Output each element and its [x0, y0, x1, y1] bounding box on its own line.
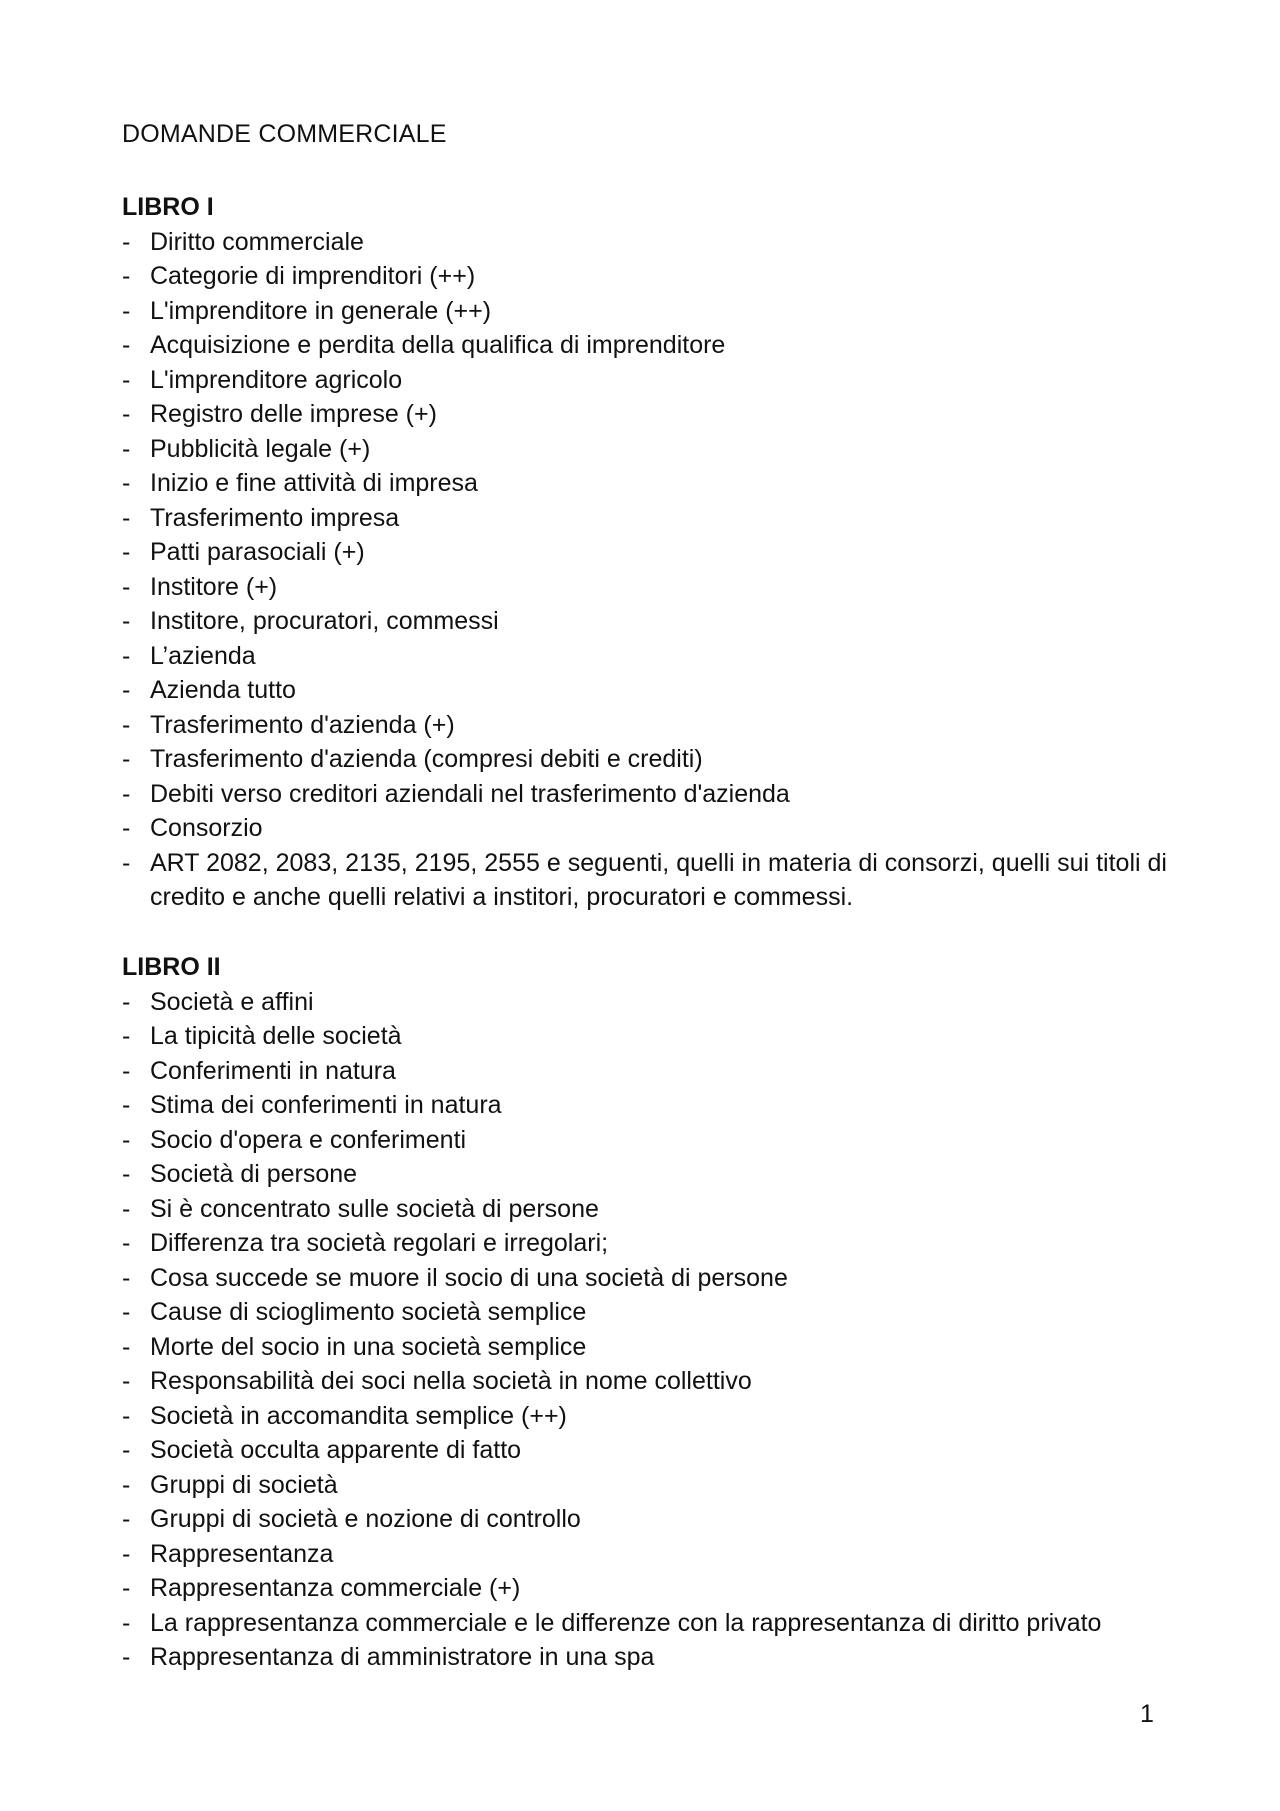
dash-bullet-icon: -	[122, 710, 131, 739]
list-item	[122, 1364, 1167, 1399]
section-libro-i	[122, 190, 1167, 915]
dash-bullet-icon: -	[122, 1332, 131, 1361]
list-item	[122, 1537, 1167, 1572]
list-item	[122, 570, 1167, 605]
list-item-text: L'imprenditore agricolo	[150, 365, 403, 394]
list-item	[122, 1433, 1167, 1468]
list-item-text: Cause di scioglimento società semplice	[150, 1298, 587, 1326]
list-item-text: La rappresentanza commerciale e le differenze con la rappresentanza di diritto privato	[150, 1608, 1102, 1637]
dash-bullet-icon: -	[122, 676, 131, 704]
list-item	[122, 985, 1167, 1020]
dash-bullet-icon: -	[122, 1643, 131, 1671]
dash-bullet-icon: -	[122, 1401, 131, 1430]
dash-bullet-icon: -	[122, 262, 131, 290]
list-item-text: Rappresentanza	[150, 1539, 334, 1568]
list-item	[122, 1157, 1167, 1192]
list-item-text: Gruppi di società e nozione di controllo	[150, 1505, 581, 1533]
list-item-text: Trasferimento impresa	[150, 503, 400, 532]
list-item	[122, 1226, 1167, 1261]
list-item-text: Institore (+)	[150, 572, 278, 601]
list-item	[122, 708, 1167, 743]
dash-bullet-icon: -	[122, 1298, 131, 1326]
list-item-text: Società occulta apparente di fatto	[150, 1436, 522, 1464]
list-item	[122, 604, 1167, 639]
page-number: 1	[1140, 1700, 1154, 1728]
list-item-text: Società e affini	[150, 987, 314, 1016]
dash-bullet-icon: -	[122, 1022, 131, 1050]
list-item	[122, 294, 1167, 329]
dash-bullet-icon: -	[122, 365, 131, 394]
list-item	[122, 1399, 1167, 1434]
list-item-text: L'imprenditore in generale (++)	[150, 296, 492, 325]
list-item	[122, 1606, 1167, 1641]
section-heading: LIBRO II	[122, 953, 221, 981]
list-item	[122, 1019, 1167, 1054]
dash-bullet-icon: -	[122, 1160, 131, 1188]
list-item	[122, 1088, 1167, 1123]
list-item	[122, 1192, 1167, 1227]
list-item-text: Debiti verso creditori aziendali nel trasferimento d'azienda	[150, 779, 790, 808]
list-item	[122, 1123, 1167, 1158]
dash-bullet-icon: -	[122, 1436, 131, 1464]
list-item-text: Consorzio	[150, 814, 263, 842]
list-item	[122, 328, 1167, 363]
section-heading: LIBRO I	[122, 193, 214, 221]
list-item-text: Diritto commerciale	[150, 227, 364, 256]
list-item-text: Socio d'opera e conferimenti	[150, 1125, 467, 1154]
list-item-text: Morte del socio in una società semplice	[150, 1332, 587, 1361]
dash-bullet-icon: -	[122, 1505, 131, 1533]
dash-bullet-icon: -	[122, 1194, 131, 1223]
dash-bullet-icon: -	[122, 296, 131, 325]
list-item-text: Trasferimento d'azienda (+)	[150, 710, 455, 739]
document-title: DOMANDE COMMERCIALE	[122, 120, 447, 148]
list-item	[122, 777, 1167, 812]
dash-bullet-icon: -	[122, 987, 131, 1016]
dash-bullet-icon: -	[122, 400, 131, 428]
dash-bullet-icon: -	[122, 331, 131, 359]
list-item-text: Si è concentrato sulle società di persone	[150, 1194, 599, 1223]
list-item-text: Registro delle imprese (+)	[150, 400, 437, 428]
list-item	[122, 1468, 1167, 1503]
dash-bullet-icon: -	[122, 1539, 131, 1568]
list-item	[122, 225, 1167, 260]
list-item-text: Institore, procuratori, commessi	[150, 607, 499, 635]
list-item-text: Categorie di imprenditori (++)	[150, 262, 476, 290]
dash-bullet-icon: -	[122, 1608, 131, 1637]
list-item-text: Patti parasociali (+)	[150, 538, 365, 566]
list-item-text: Società di persone	[150, 1160, 358, 1188]
list-item-text: Società in accomandita semplice (++)	[150, 1401, 567, 1430]
section-libro-ii	[122, 950, 1167, 1675]
list-item	[122, 1054, 1167, 1089]
dash-bullet-icon: -	[122, 814, 131, 842]
list-item-text: Azienda tutto	[150, 676, 296, 704]
dash-bullet-icon: -	[122, 1125, 131, 1154]
list-item-text: Stima dei conferimenti in natura	[150, 1091, 502, 1119]
list-item	[122, 259, 1167, 294]
dash-bullet-icon: -	[122, 848, 131, 877]
dash-bullet-icon: -	[122, 607, 131, 635]
list-item-text: Conferimenti in natura	[150, 1056, 396, 1085]
dash-bullet-icon: -	[122, 227, 131, 256]
list-item	[122, 639, 1167, 674]
list-item-text: Acquisizione e perdita della qualifica di imprenditore	[150, 331, 726, 359]
list-item	[122, 1502, 1167, 1537]
list-item	[122, 1640, 1167, 1675]
list-item	[122, 466, 1167, 501]
list-item	[122, 432, 1167, 467]
list-item	[122, 363, 1167, 398]
list-item-text: Responsabilità dei soci nella società in nome collettivo	[150, 1367, 752, 1395]
list-item-text: Pubblicità legale (+)	[150, 434, 371, 463]
list-item-text: L’azienda	[150, 641, 256, 670]
list-item	[122, 1571, 1167, 1606]
dash-bullet-icon: -	[122, 469, 131, 497]
list-item	[122, 811, 1167, 846]
list-item-text: Inizio e fine attività di impresa	[150, 469, 478, 497]
question-list	[122, 225, 1167, 915]
dash-bullet-icon: -	[122, 434, 131, 463]
list-item	[122, 742, 1167, 777]
list-item-text: La tipicità delle società	[150, 1022, 402, 1050]
list-item	[122, 1261, 1167, 1296]
question-list	[122, 985, 1167, 1675]
dash-bullet-icon: -	[122, 572, 131, 601]
list-item-text: Cosa succede se muore il socio di una società di persone	[150, 1263, 788, 1292]
list-item	[122, 1330, 1167, 1365]
dash-bullet-icon: -	[122, 641, 131, 670]
list-item-text: Trasferimento d'azienda (compresi debiti e crediti)	[150, 745, 703, 773]
dash-bullet-icon: -	[122, 503, 131, 532]
list-item-text: Differenza tra società regolari e irregolari;	[150, 1229, 609, 1257]
dash-bullet-icon: -	[122, 1367, 131, 1395]
list-item	[122, 1295, 1167, 1330]
list-item	[122, 501, 1167, 536]
dash-bullet-icon: -	[122, 745, 131, 773]
list-item-text: Gruppi di società	[150, 1470, 338, 1499]
list-item-text: Rappresentanza commerciale (+)	[150, 1574, 521, 1602]
list-item-text: Rappresentanza di amministratore in una spa	[150, 1643, 655, 1671]
dash-bullet-icon: -	[122, 1263, 131, 1292]
dash-bullet-icon: -	[122, 1229, 131, 1257]
list-item-text: ART 2082, 2083, 2135, 2195, 2555 e seguenti, quelli in materia di consorzi, quelli sui titoli di credito e anche quelli relativi a institori, procuratori e commessi.	[150, 848, 1167, 911]
list-item	[122, 397, 1167, 432]
dash-bullet-icon: -	[122, 779, 131, 808]
list-item	[122, 673, 1167, 708]
dash-bullet-icon: -	[122, 1091, 131, 1119]
dash-bullet-icon: -	[122, 1470, 131, 1499]
list-item	[122, 846, 1167, 915]
dash-bullet-icon: -	[122, 1574, 131, 1602]
dash-bullet-icon: -	[122, 538, 131, 566]
dash-bullet-icon: -	[122, 1056, 131, 1085]
list-item	[122, 535, 1167, 570]
